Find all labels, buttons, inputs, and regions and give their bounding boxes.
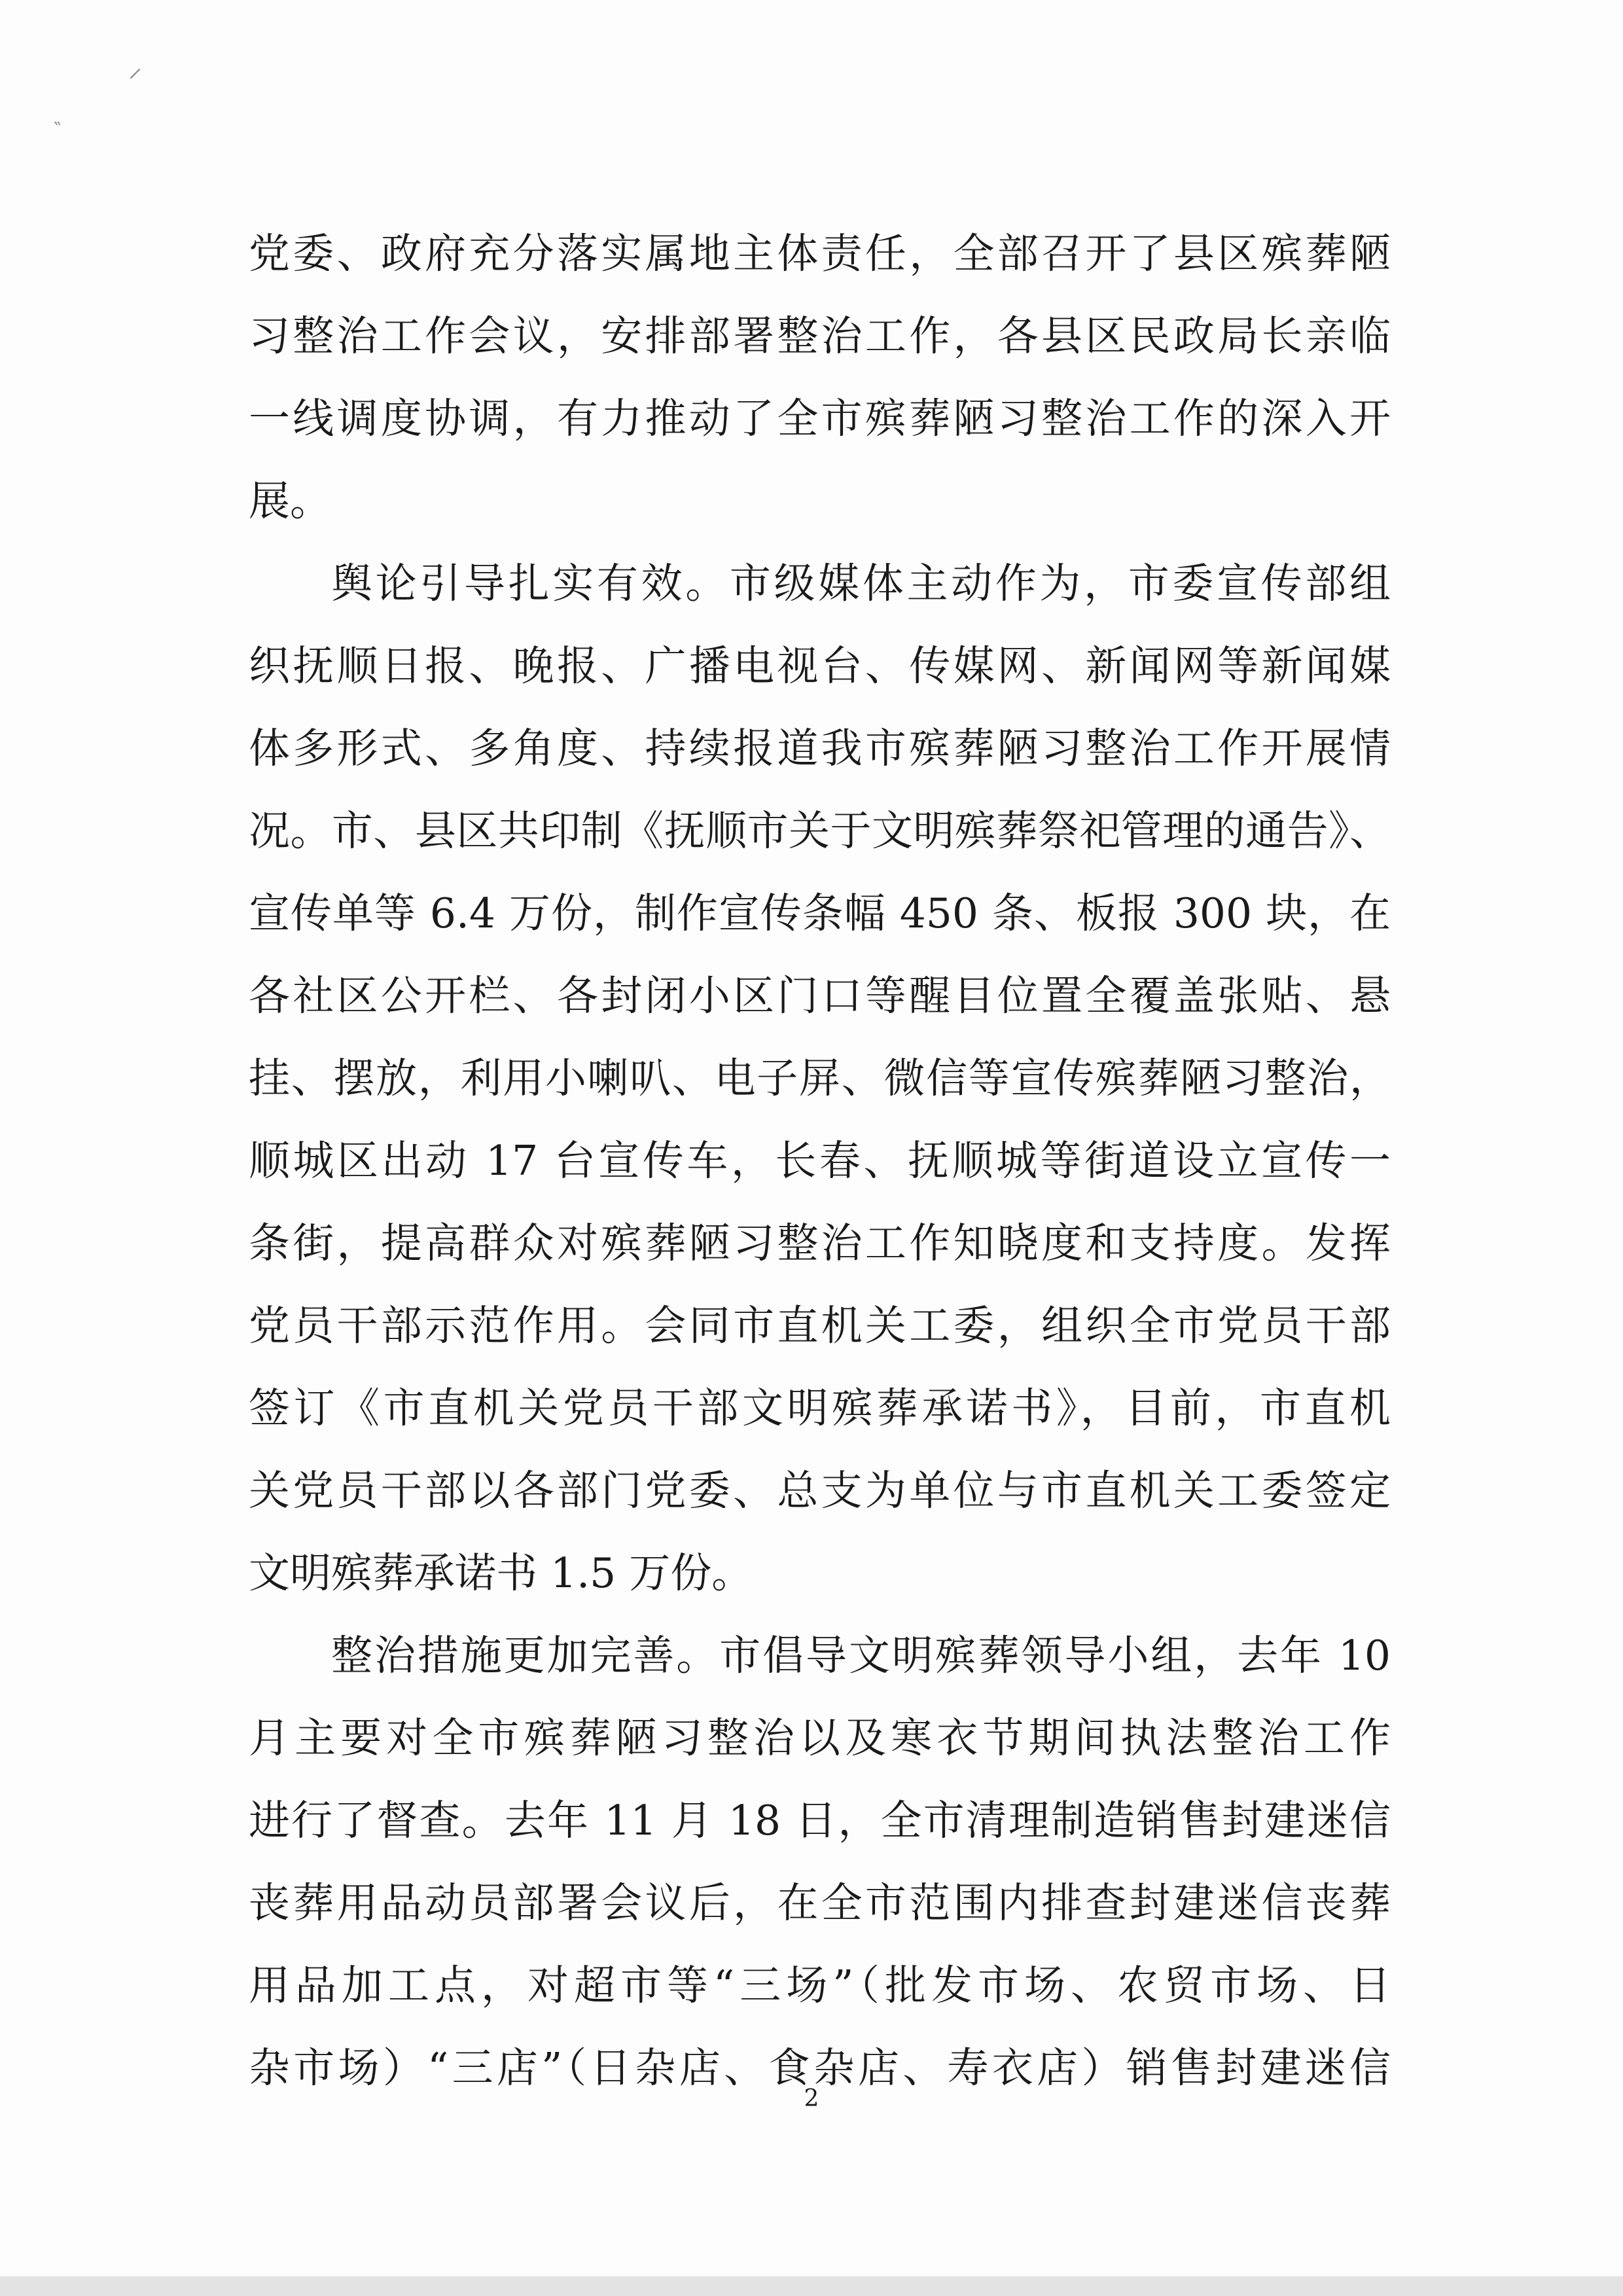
text-line: 顺城区出动 17 台宣传车，长春、抚顺城等街道设立宣传一 bbox=[249, 1137, 1391, 1185]
text-line: 各社区公开栏、各封闭小区门口等醒目位置全覆盖张贴、悬 bbox=[249, 972, 1391, 1020]
text-line: 挂、摆放，利用小喇叭、电子屏、微信等宣传殡葬陋习整治， bbox=[249, 1054, 1391, 1102]
body-text bbox=[249, 213, 1391, 2109]
text-line: 展。 bbox=[249, 477, 331, 525]
text-line: 整治措施更加完善。市倡导文明殡葬领导小组，去年 10 bbox=[331, 1632, 1391, 1679]
text-line: 关党员干部以各部门党委、总支为单位与市直机关工委签定 bbox=[249, 1467, 1391, 1515]
scan-artifact: ‶ bbox=[54, 118, 62, 141]
text-line: 宣传单等 6.4 万份，制作宣传条幅 450 条、板报 300 块，在 bbox=[249, 889, 1391, 937]
text-line: 用品加工点，对超市等“三场”（批发市场、农贸市场、日 bbox=[249, 1962, 1391, 2009]
text-line: 党委、政府充分落实属地主体责任，全部召开了县区殡葬陋 bbox=[249, 230, 1391, 278]
scan-edge bbox=[0, 2276, 1623, 2296]
text-line: 舆论引导扎实有效。市级媒体主动作为，市委宣传部组 bbox=[331, 560, 1391, 607]
text-line: 况。市、县区共印制《抚顺市关于文明殡葬祭祀管理的通告》、 bbox=[249, 807, 1391, 855]
text-line: 织抚顺日报、晚报、广播电视台、传媒网、新闻网等新闻媒 bbox=[249, 642, 1391, 690]
text-line: 杂市场）“三店”（日杂店、食杂店、寿衣店）销售封建迷信 bbox=[249, 2044, 1391, 2092]
text-line: 体多形式、多角度、持续报道我市殡葬陋习整治工作开展情 bbox=[249, 725, 1391, 772]
scan-artifact: ⸝ bbox=[128, 51, 143, 83]
page-number: 2 bbox=[804, 2085, 819, 2112]
text-line: 文明殡葬承诺书 1.5 万份。 bbox=[249, 1549, 753, 1597]
text-line: 习整治工作会议，安排部署整治工作，各县区民政局长亲临 bbox=[249, 312, 1391, 360]
text-line: 签订《市直机关党员干部文明殡葬承诺书》，目前，市直机 bbox=[249, 1384, 1391, 1432]
text-line: 进行了督查。去年 11 月 18 日，全市清理制造销售封建迷信 bbox=[249, 1797, 1391, 1844]
text-line: 月主要对全市殡葬陋习整治以及寒衣节期间执法整治工作 bbox=[249, 1714, 1391, 1762]
text-line: 条街，提高群众对殡葬陋习整治工作知晓度和支持度。发挥 bbox=[249, 1219, 1391, 1267]
text-line: 党员干部示范作用。会同市直机关工委，组织全市党员干部 bbox=[249, 1302, 1391, 1350]
text-line: 丧葬用品动员部署会议后，在全市范围内排查封建迷信丧葬 bbox=[249, 1879, 1391, 1927]
text-line: 一线调度协调，有力推动了全市殡葬陋习整治工作的深入开 bbox=[249, 395, 1391, 442]
